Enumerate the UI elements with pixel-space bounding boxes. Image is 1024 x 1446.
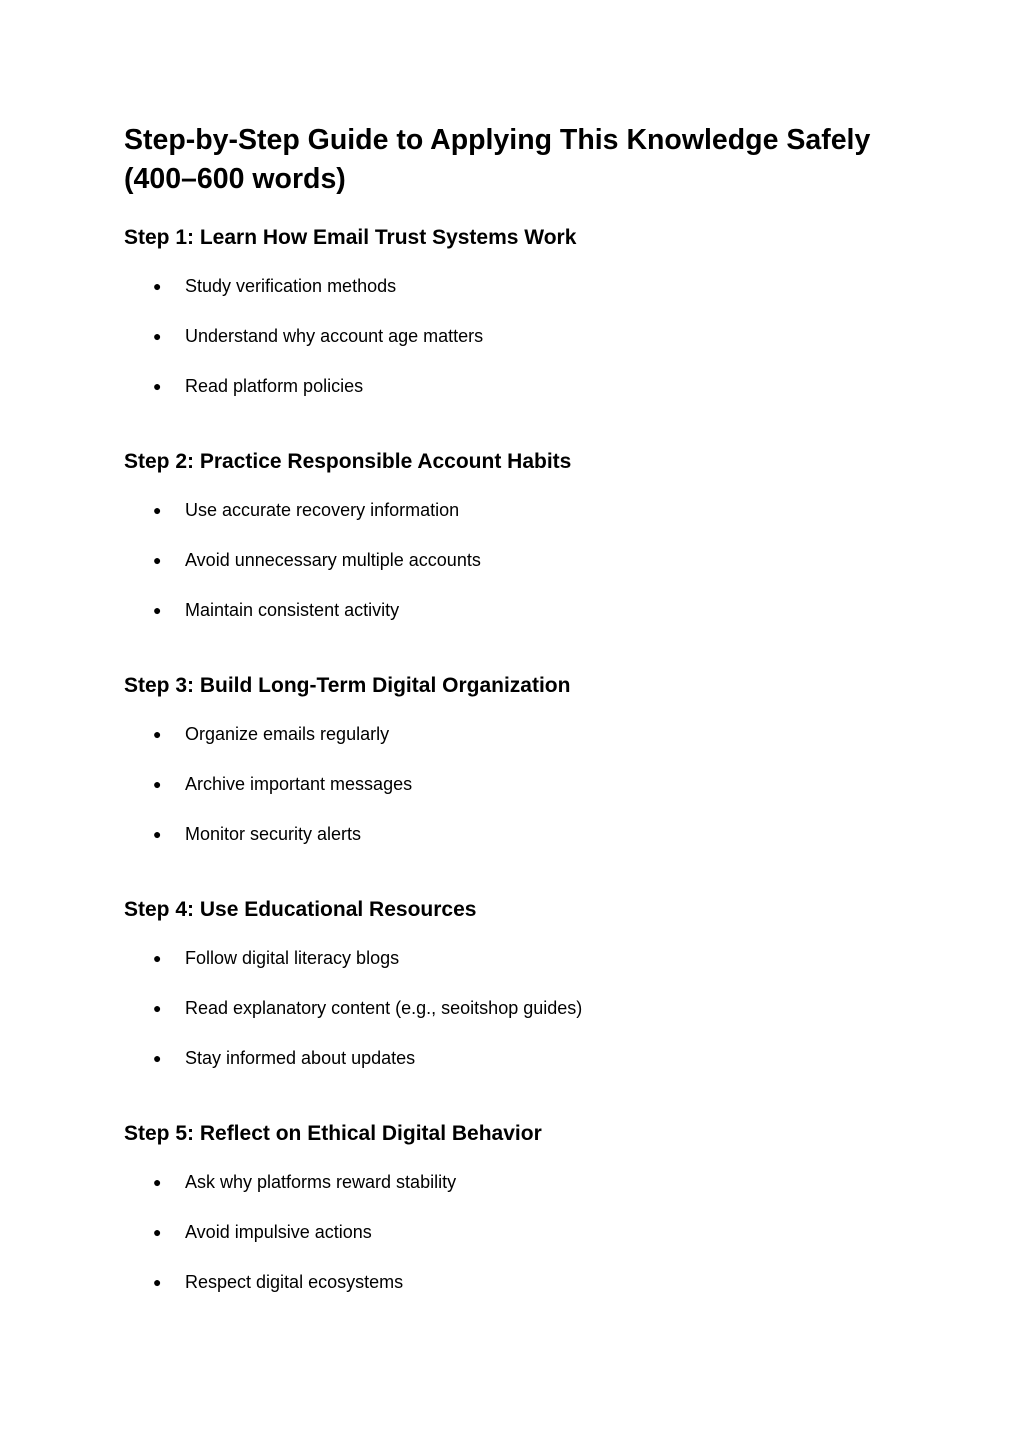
step-2-list: [124, 498, 914, 648]
list-item: [124, 1220, 914, 1270]
bullet-icon: ●: [153, 1000, 162, 1016]
step-heading-2: Step 2: Practice Responsible Account Habits: [124, 450, 572, 473]
list-item: [124, 548, 914, 598]
step-heading-4: Step 4: Use Educational Resources: [124, 898, 477, 921]
list-item: [124, 946, 914, 996]
step-section-2: [124, 450, 914, 648]
list-item-text: Understand why account age matters: [185, 326, 484, 346]
list-item-text: Follow digital literacy blogs: [185, 948, 400, 968]
page-title: Step-by-Step Guide to Applying This Knowledge Safely (400–600 words): [124, 124, 871, 195]
bullet-icon: ●: [153, 776, 162, 792]
list-item: [124, 274, 914, 324]
bullet-icon: ●: [153, 950, 162, 966]
list-item-text: Archive important messages: [185, 774, 413, 794]
list-item: [124, 822, 914, 872]
step-section-5: [124, 1122, 914, 1320]
list-item: [124, 324, 914, 374]
list-item: [124, 1270, 914, 1320]
bullet-icon: ●: [153, 1224, 162, 1240]
list-item-text: Maintain consistent activity: [185, 600, 400, 620]
list-item-text: Respect digital ecosystems: [185, 1272, 404, 1292]
list-item: [124, 498, 914, 548]
list-item-text: Stay informed about updates: [185, 1048, 416, 1068]
bullet-icon: ●: [153, 502, 162, 518]
step-5-list: [124, 1170, 914, 1320]
step-1-list: [124, 274, 914, 424]
bullet-icon: ●: [153, 726, 162, 742]
document-page: [124, 121, 914, 1320]
list-item-text: Read explanatory content (e.g., seoitshop guides): [185, 998, 583, 1018]
step-section-4: [124, 898, 914, 1096]
step-heading-1: Step 1: Learn How Email Trust Systems Work: [124, 226, 577, 249]
step-heading-5: Step 5: Reflect on Ethical Digital Behavior: [124, 1122, 542, 1145]
list-item: [124, 598, 914, 648]
list-item: [124, 1170, 914, 1220]
step-section-1: [124, 226, 914, 424]
list-item-text: Avoid impulsive actions: [185, 1222, 372, 1242]
list-item-text: Avoid unnecessary multiple accounts: [185, 550, 481, 570]
list-item-text: Study verification methods: [185, 276, 397, 296]
step-4-list: [124, 946, 914, 1096]
list-item-text: Organize emails regularly: [185, 724, 390, 744]
list-item: [124, 1046, 914, 1096]
bullet-icon: ●: [153, 378, 162, 394]
step-3-list: [124, 722, 914, 872]
bullet-icon: ●: [153, 826, 162, 842]
list-item-text: Ask why platforms reward stability: [185, 1172, 457, 1192]
list-item: [124, 374, 914, 424]
bullet-icon: ●: [153, 602, 162, 618]
list-item-text: Use accurate recovery information: [185, 500, 460, 520]
step-section-3: [124, 674, 914, 872]
list-item-text: Read platform policies: [185, 376, 364, 396]
list-item: [124, 996, 914, 1046]
bullet-icon: ●: [153, 1174, 162, 1190]
list-item: [124, 722, 914, 772]
bullet-icon: ●: [153, 1274, 162, 1290]
bullet-icon: ●: [153, 278, 162, 294]
step-heading-3: Step 3: Build Long-Term Digital Organization: [124, 674, 571, 697]
bullet-icon: ●: [153, 328, 162, 344]
list-item-text: Monitor security alerts: [185, 824, 362, 844]
list-item: [124, 772, 914, 822]
bullet-icon: ●: [153, 1050, 162, 1066]
bullet-icon: ●: [153, 552, 162, 568]
